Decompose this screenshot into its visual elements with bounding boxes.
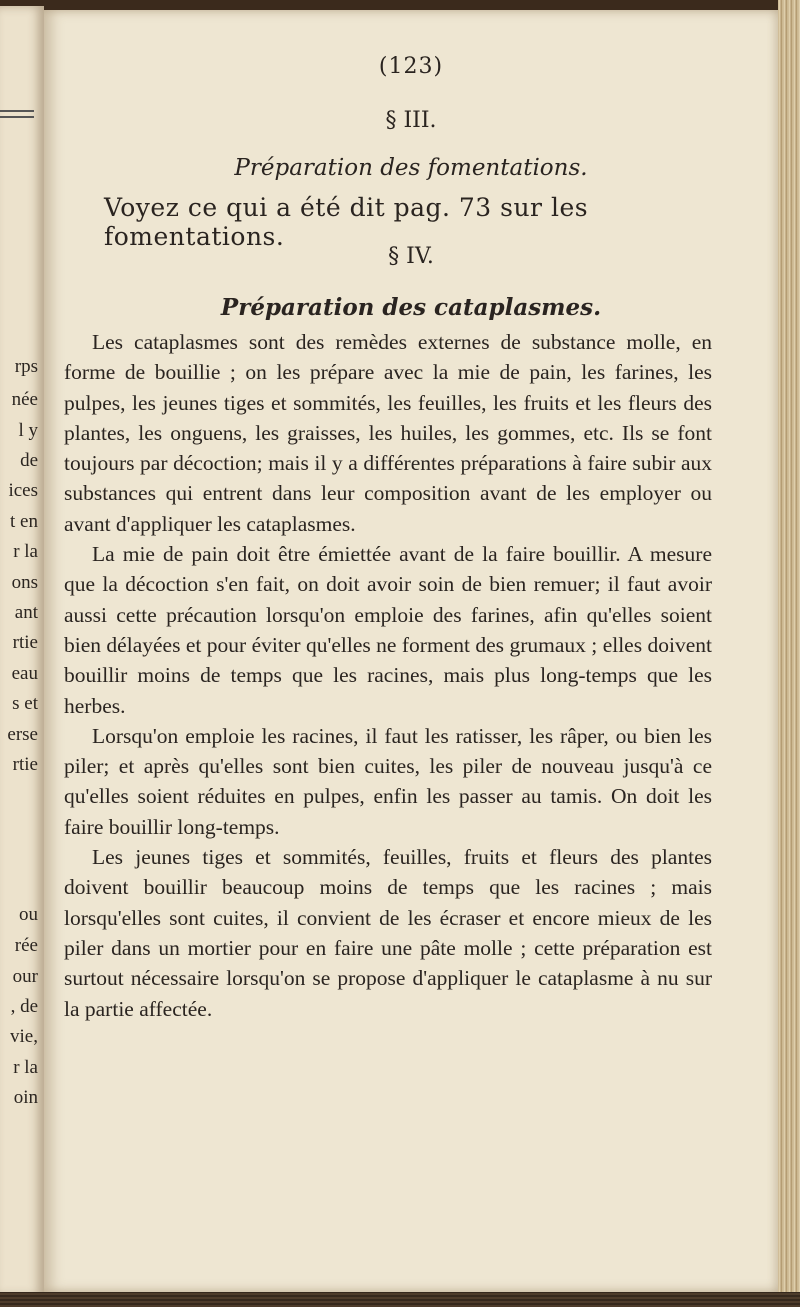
left-page-fragment: rtie	[12, 632, 38, 653]
paragraph: Lorsqu'on emploie les racines, il faut les ratisser, les râper, ou bien les piler; et après qu'elles sont bien cuites, les piler de nouveau jusqu'à ce qu'elles soient réduites en pulpes, enfin les passer au tamis. On doit les faire bouillir long-temps.	[64, 723, 712, 839]
left-page-fragment: née	[11, 389, 38, 410]
left-page-fragment: vie,	[10, 1026, 38, 1047]
paragraph: La mie de pain doit être émiettée avant de la faire bouillir. A mesure que la décoction s'en fait, on doit avoir soin de bien remuer; il faut avoir aussi cette précaution lorsqu'on emploie des farines, afin qu'elles soient bien délayées et pour éviter qu'elles ne forment des grumaux ; elles doivent bouillir moins de temps que les racines, mais plus long-temps que les herbes.	[64, 542, 712, 718]
section-3-text: Voyez ce qui a été dit pag. 73 sur les fomentations.	[104, 193, 589, 251]
left-page-fragment: t en	[10, 511, 38, 532]
left-page-fragment: oin	[13, 1087, 38, 1108]
left-page-rule	[0, 116, 34, 118]
left-page-fragment: ons	[11, 572, 38, 593]
left-page-fragment: ant	[14, 602, 38, 623]
page-stack-edge	[778, 0, 800, 1307]
left-page-fragment: rée	[14, 935, 38, 956]
left-page-fragment: rps	[14, 356, 38, 377]
paragraph: Les cataplasmes sont des remèdes externes de substance molle, en forme de bouillie ; on les prépare avec la mie de pain, les farines, les pulpes, les jeunes tiges et sommités, les feuilles, les fruits et les fleurs des plantes, les onguens, les graisses, les huiles, les gommes, etc. Ils se font toujours par décoction; mais il y a différentes préparations à faire subir aux substances qui entrent dans leur composition avant de les employer ou avant d'appliquer les cataplasmes.	[64, 330, 712, 536]
section-4-label: § IV.	[388, 244, 434, 269]
left-page-fragment: de	[20, 450, 38, 471]
left-page-fragment: erse	[7, 724, 38, 745]
left-page-fragment: s et	[12, 693, 38, 714]
section-3-label: § III.	[385, 108, 437, 133]
left-page-fragment: l y	[18, 420, 38, 441]
left-page-fragment: eau	[11, 663, 38, 684]
section-4-body	[64, 327, 712, 1024]
left-facing-page	[0, 6, 44, 1296]
left-page-fragment: , de	[10, 996, 38, 1017]
section-3-title: Préparation des fomentations.	[234, 155, 588, 181]
section-4-title: Préparation des cataplasmes.	[220, 294, 602, 321]
book-page	[44, 10, 778, 1292]
left-page-fragment: our	[12, 966, 38, 987]
paragraph: Les jeunes tiges et sommités, feuilles, fruits et fleurs des plantes doivent bouillir beaucoup moins de temps que les racines ; mais lorsqu'elles sont cuites, il convient de les écraser et encore mieux de les piler dans un mortier pour en faire une pâte molle ; cette préparation est surtout nécessaire lorsqu'on se propose d'appliquer le cataplasme à nu sur la partie affectée.	[64, 845, 712, 1021]
left-page-fragment: ices	[8, 480, 38, 501]
left-page-fragment: r la	[13, 541, 38, 562]
left-page-rule	[0, 110, 34, 112]
page-number: (123)	[378, 54, 444, 79]
book-bottom-edge	[0, 1292, 800, 1307]
left-page-fragment: rtie	[12, 754, 38, 775]
left-page-fragment: r la	[13, 1057, 38, 1078]
left-page-fragment: ou	[19, 904, 38, 925]
